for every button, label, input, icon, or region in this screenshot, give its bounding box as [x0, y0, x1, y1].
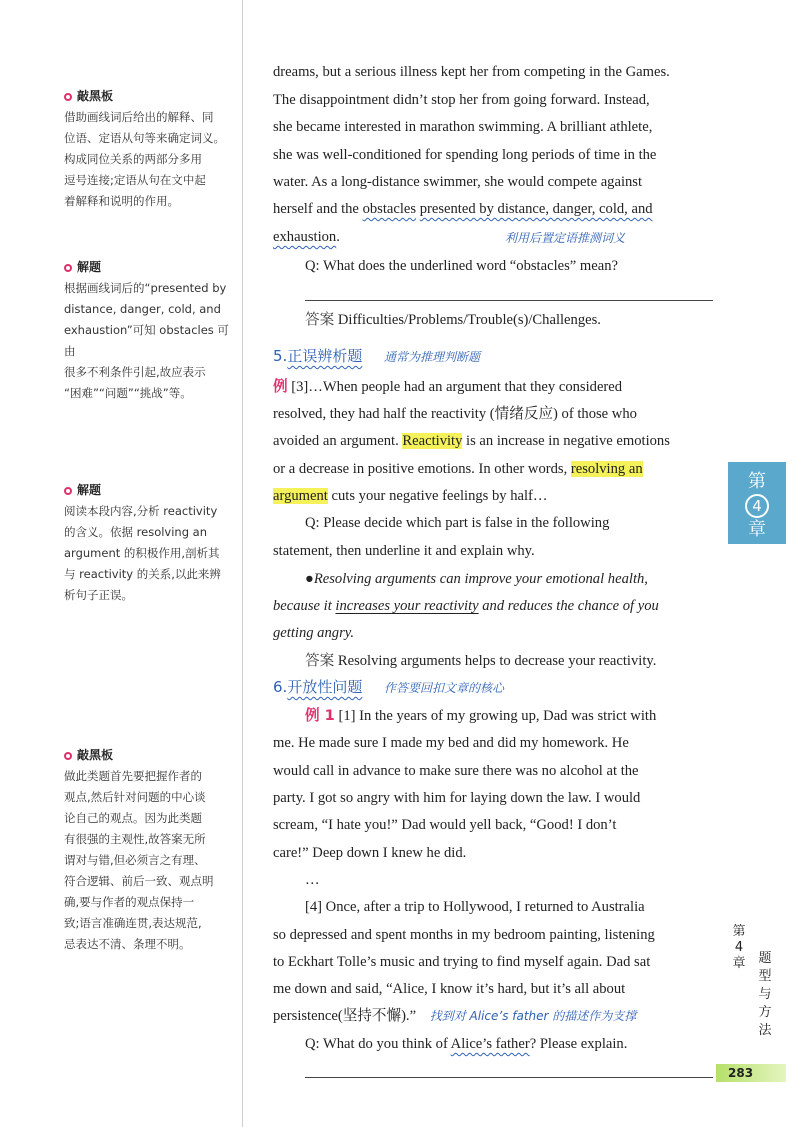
- sidebar-divider: [242, 0, 243, 1127]
- note-line: 构成同位关系的两部分多用: [64, 152, 202, 166]
- text-span: and reduces the chance of you: [478, 598, 659, 614]
- section-title: 正误辨析题: [287, 347, 363, 365]
- section-heading: [273, 677, 504, 698]
- note-line: 观点,然后针对问题的中心谈: [64, 790, 206, 804]
- answer: [305, 310, 601, 330]
- text-span: herself and the: [273, 201, 363, 217]
- text-line: scream, “I hate you!” Dad would yell back, “Good! I don’t: [273, 817, 617, 833]
- side-char: 法: [758, 1023, 772, 1038]
- text-line: [273, 199, 653, 219]
- bullet-icon: ●: [305, 571, 314, 587]
- highlighted-term: resolving an: [570, 461, 643, 477]
- highlighted-term: argument: [273, 488, 328, 504]
- modifier-phrase: presented by distance, danger, cold, and: [419, 201, 653, 217]
- note-title: 敲黑板: [77, 89, 114, 103]
- note-solution-2: [64, 480, 240, 606]
- text-line: she was well-conditioned for spending long periods of time in the: [273, 147, 657, 163]
- section-number: 6.: [273, 678, 288, 696]
- question: Q: What does the underlined word “obstacles” mean?: [305, 258, 618, 274]
- text-span: is an increase in negative emotions: [462, 433, 670, 449]
- text-span: cuts your negative feelings by half…: [327, 488, 548, 504]
- note-title: 敲黑板: [77, 748, 114, 762]
- text-line: [305, 706, 656, 726]
- text-line: me down and said, “Alice, I know it’s hard, but it’s all about: [273, 981, 626, 997]
- note-line: 借助画线词后给出的解释、同: [64, 110, 214, 124]
- text-span: or a decrease in positive emotions. In other words,: [273, 461, 571, 477]
- bullet-icon: [64, 93, 72, 101]
- bullet-icon: [64, 752, 72, 760]
- side-section-title: [756, 950, 774, 1040]
- page-number: 283: [716, 1064, 786, 1082]
- text-span: .: [336, 229, 340, 245]
- note-line: 确,要与作者的观点保持一: [64, 895, 195, 909]
- bullet-icon: [64, 487, 72, 495]
- side-char: 方: [758, 1005, 772, 1020]
- answer-rule: [305, 1077, 713, 1078]
- note-line: argument 的积极作用,剖析其: [64, 546, 220, 560]
- note-line: 逗号连接;定语从句在文中起: [64, 173, 206, 187]
- text-span: avoided an argument.: [273, 433, 403, 449]
- chapter-tab: [728, 462, 786, 544]
- side-char: 第: [732, 924, 746, 939]
- note-line: 的含义。依据 resolving an: [64, 525, 208, 539]
- answer-label: 答案: [305, 311, 335, 328]
- text-line: party. I got so angry with him for laying down the law. I would: [273, 790, 641, 806]
- answer: [305, 651, 656, 671]
- note-line: 很多不利条件引起,故应表示: [64, 365, 206, 379]
- tab-text: 章: [748, 519, 766, 540]
- statement: getting angry.: [273, 625, 355, 641]
- example-label: 例 1: [305, 707, 335, 724]
- note-line: 做此类题首先要把握作者的: [64, 769, 202, 783]
- side-chapter-label: [730, 924, 748, 972]
- text-line: would call in advance to make sure there was no alcohol at the: [273, 763, 639, 779]
- note-blackboard-2: [64, 745, 240, 955]
- highlighted-term: Reactivity: [402, 433, 463, 449]
- note-line: 阅读本段内容,分析 reactivity: [64, 504, 218, 518]
- note-line: 符合逻辑、前后一致、观点明: [64, 874, 214, 888]
- answer-label: 答案: [305, 652, 335, 669]
- statement: [273, 596, 659, 616]
- example-label: 例: [273, 378, 288, 395]
- question: [305, 1034, 627, 1054]
- note-line: distance, danger, cold, and: [64, 302, 221, 316]
- statement: [305, 569, 648, 589]
- text-line: [4] Once, after a trip to Hollywood, I returned to Australia: [305, 899, 645, 915]
- note-line: 论自己的观点。因为此类题: [64, 811, 202, 825]
- text-line: [273, 227, 340, 247]
- note-line: 致;语言准确连贯,表达规范,: [64, 916, 202, 930]
- note-blackboard-1: [64, 86, 240, 212]
- note-line: 谓对与错,但必须言之有理、: [64, 853, 206, 867]
- section-heading: [273, 346, 480, 367]
- side-char: 章: [732, 956, 746, 971]
- handwritten-note: 作答要回扣文章的核心: [383, 681, 504, 695]
- text-line: water. As a long-distance swimmer, she would compete against: [273, 174, 643, 190]
- question: Q: Please decide which part is false in the following: [305, 515, 610, 531]
- chapter-number: 4: [745, 494, 769, 518]
- answer-text: Difficulties/Problems/Trouble(s)/Challenges.: [334, 312, 601, 328]
- text-line: The disappointment didn’t stop her from going forward. Instead,: [273, 92, 650, 108]
- note-line: 位语、定语从句等来确定词义。: [64, 131, 225, 145]
- side-char: 题: [758, 951, 772, 966]
- text-span: Q: What do you think of: [305, 1036, 451, 1052]
- text-line: [273, 1006, 636, 1026]
- note-solution-1: [64, 257, 240, 404]
- text-line: to Eckhart Tolle’s music and trying to find myself again. Dad sat: [273, 954, 651, 970]
- text-line: [273, 377, 622, 397]
- text-line: care!” Deep down I knew he did.: [273, 845, 467, 861]
- side-char: 4: [734, 940, 744, 955]
- text-line: so depressed and spent months in my bedroom painting, listening: [273, 927, 655, 943]
- text-line: dreams, but a serious illness kept her from competing in the Games.: [273, 64, 670, 80]
- text-line: [273, 459, 643, 479]
- text-span: ? Please explain.: [529, 1036, 628, 1052]
- text-span: because it: [273, 598, 336, 614]
- note-line: “困难”“问题”“挑战”等。: [64, 386, 192, 400]
- text-line: she became interested in marathon swimming. A brilliant athlete,: [273, 119, 653, 135]
- note-line: 有很强的主观性,故答案无所: [64, 832, 206, 846]
- answer-text: Resolving arguments helps to decrease your reactivity.: [334, 653, 657, 669]
- tab-text: 第: [748, 471, 766, 492]
- section-title: 开放性问题: [287, 678, 363, 696]
- ellipsis: …: [305, 872, 320, 888]
- handwritten-note: 通常为推理判断题: [383, 350, 480, 364]
- side-char: 型: [758, 969, 772, 984]
- answer-rule: [305, 300, 713, 301]
- note-line: 与 reactivity 的关系,以此来辨: [64, 567, 221, 581]
- note-line: 忌表达不清、条理不明。: [64, 937, 191, 951]
- modifier-phrase: exhaustion: [273, 229, 337, 245]
- question: statement, then underline it and explain why.: [273, 543, 535, 559]
- text-line: resolved, they had half the reactivity (情绪反应) of those who: [273, 406, 637, 422]
- text-span: [3]…When people had an argument that they considered: [287, 379, 623, 395]
- side-char: 与: [758, 987, 772, 1002]
- underlined-phrase: Alice’s father: [450, 1036, 530, 1052]
- note-title: 解题: [77, 483, 102, 497]
- text-line: [273, 431, 670, 451]
- handwritten-note: 找到对 Alice’s father 的描述作为支撑: [429, 1009, 637, 1023]
- handwritten-note: 利用后置定语推测词义: [505, 231, 626, 245]
- note-line: 着解释和说明的作用。: [64, 194, 179, 208]
- text-span: Resolving arguments can improve your emotional health,: [313, 571, 648, 587]
- underlined-phrase: increases your reactivity: [335, 598, 479, 614]
- text-span: persistence(坚持不懈).”: [273, 1008, 417, 1024]
- text-line: me. He made sure I made my bed and did my homework. He: [273, 735, 629, 751]
- section-number: 5.: [273, 347, 288, 365]
- note-line: exhaustion”可知 obstacles 可由: [64, 323, 229, 358]
- note-title: 解题: [77, 260, 102, 274]
- text-line: [273, 486, 548, 506]
- text-span: [1] In the years of my growing up, Dad was strict with: [334, 708, 657, 724]
- note-line: 析句子正误。: [64, 588, 133, 602]
- underlined-word: obstacles: [362, 201, 417, 217]
- note-line: 根据画线词后的“presented by: [64, 281, 227, 295]
- bullet-icon: [64, 264, 72, 272]
